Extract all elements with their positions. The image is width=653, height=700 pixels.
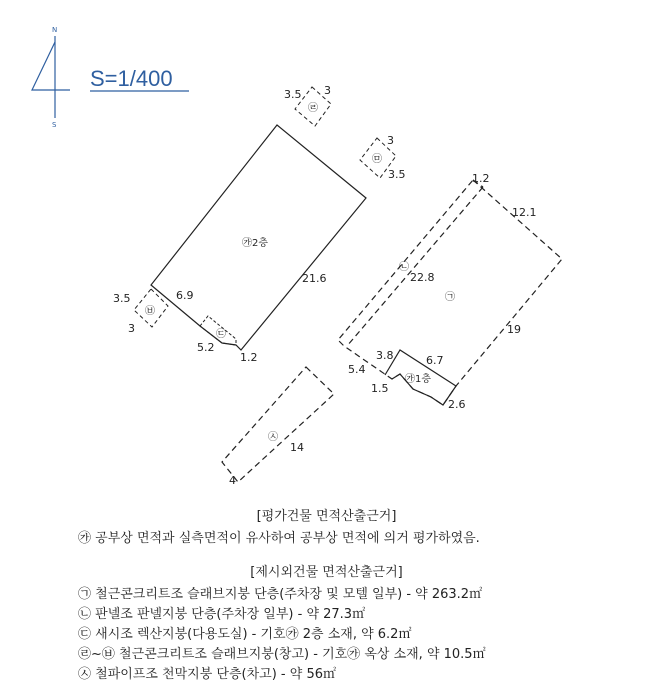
building-east-a-circled: ㉠ [445, 292, 455, 303]
dim-1f-b: 6.7 [426, 354, 444, 367]
dim-main-long: 21.6 [302, 272, 327, 285]
building-d-circled: ㉣ [308, 103, 318, 114]
dim-d-2: 3 [324, 84, 331, 97]
legend-section1-line-1: ㉮ 공부상 면적과 실측면적이 유사하여 공부상 면적에 의거 평가하였음. [78, 531, 480, 546]
dim-s-short: 4 [229, 474, 236, 487]
dim-main-short: 6.9 [176, 289, 194, 302]
dim-e-2: 3.5 [388, 168, 406, 181]
dim-1f-e: 2.6 [448, 398, 466, 411]
building-c-circled: ㉢ [216, 329, 226, 340]
legend-section2-line-3: ㉢ 새시조 렉산지붕(다용도실) - 기호㉮ 2층 소재, 약 6.2㎡ [78, 627, 412, 642]
legend-section2-title: [제시외건물 면적산출근거] [250, 565, 403, 580]
building-s-box [222, 367, 334, 482]
dim-1f-a: 3.8 [376, 349, 394, 362]
building-e-circled: ㉤ [372, 154, 382, 165]
dim-s-long: 14 [290, 441, 304, 454]
dim-d-1: 3.5 [284, 88, 302, 101]
legend-section2-line-4: ㉣~㉥ 철근콘크리트조 슬래브지붕(창고) - 기호㉮ 옥상 소재, 약 10.5㎡ [78, 647, 486, 662]
building-main-2f-label: ㉮2층 [242, 238, 269, 249]
dim-1f-d: 1.5 [371, 382, 389, 395]
dim-1f-c: 5.4 [348, 363, 366, 376]
dim-f-1: 3.5 [113, 292, 131, 305]
building-f-circled: ㉥ [145, 306, 155, 317]
dim-main-step-a: 5.2 [197, 341, 215, 354]
legend-section1-title: [평가건물 면적산출근거] [256, 509, 397, 524]
east-partition-line [347, 187, 483, 346]
compass-north: N [52, 26, 58, 34]
dim-east-diag: 22.8 [410, 271, 435, 284]
dim-east-top-short: 1.2 [472, 172, 490, 185]
north-arrow-icon [32, 26, 70, 129]
building-1f-label: ㉮1층 [405, 374, 432, 385]
legend-section2-line-1: ㉠ 철근콘크리트조 슬래브지붕 단층(주차장 및 모텔 일부) - 약 263.2㎡ [78, 587, 483, 602]
compass-south: S [52, 121, 57, 129]
scale-label: S=1/400 [90, 66, 173, 91]
building-east-b-circled: ㉡ [399, 262, 409, 273]
building-s-circled: ㉦ [268, 432, 278, 443]
dim-east-top-long: 12.1 [512, 206, 537, 219]
dim-east-right: 19 [507, 323, 521, 336]
dim-f-2: 3 [128, 322, 135, 335]
legend-section2-line-2: ㉡ 판넬조 판넬지붕 단층(주차장 일부) - 약 27.3㎡ [78, 607, 366, 622]
dim-main-step-b: 1.2 [240, 351, 258, 364]
dim-e-1: 3 [387, 134, 394, 147]
legend-section2-line-5: ㉦ 철파이프조 천막지붕 단층(차고) - 약 56㎡ [78, 667, 336, 682]
